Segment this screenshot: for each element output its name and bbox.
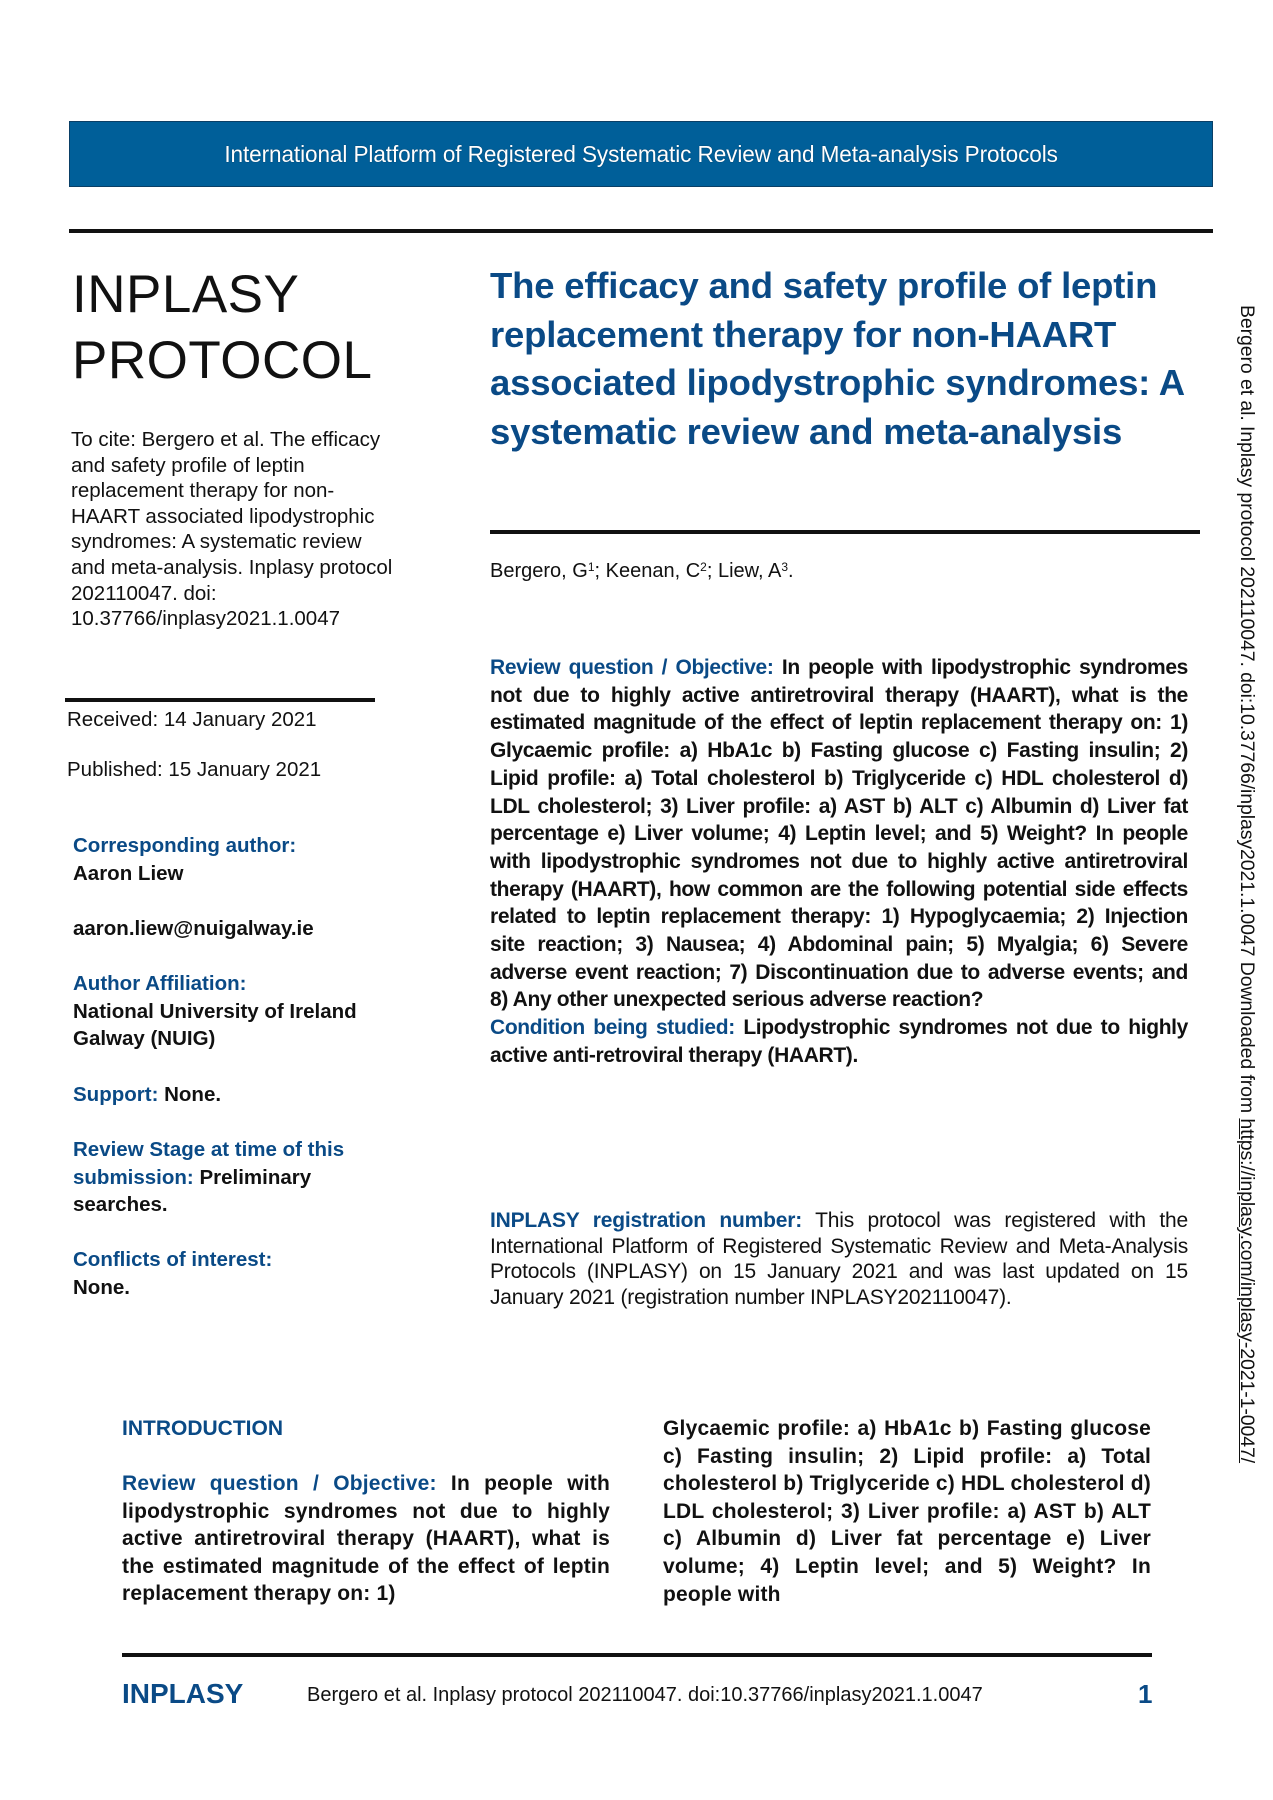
author-affiliation [73, 970, 413, 1053]
header-banner [69, 121, 1213, 187]
footer-brand: INPLASY [122, 1678, 244, 1709]
brand-line-1: INPLASY [72, 265, 300, 324]
intro-objective-label: Review question / Objective: [122, 1472, 437, 1495]
objective-section [490, 654, 1188, 1070]
support-label: Support: [73, 1083, 159, 1106]
author-2: Keenan, $C^2$; [605, 560, 718, 582]
support-value: None. [164, 1083, 222, 1106]
conflicts-value: None. [73, 1275, 130, 1299]
author-1: Bergero, $G^1$; [490, 560, 606, 582]
affiliation-label: Author Affiliation: [73, 972, 247, 995]
citation-text: To cite: Bergero et al. The efficacy and safety profile of leptin replacement therapy for non-HAART associated lipodystrophic syndromes: A systematic review and meta-analysis. Inplasy protocol 202110047. doi: 10.37766/inplasy2021.1.0047 [71, 428, 393, 631]
support-info [73, 1081, 413, 1109]
footer-divider [122, 1653, 1152, 1657]
brand-line-2: PROTOCOL [72, 331, 373, 390]
review-stage-value: Preliminary searches. [73, 1165, 312, 1216]
author-email[interactable] [73, 915, 413, 943]
side-download-note [1235, 305, 1258, 1463]
affiliation-value: National University of Ireland Galway (NUIG) [73, 999, 357, 1050]
corresponding-author-name: Aaron Liew [73, 861, 184, 885]
published-date: Published: 15 January 2021 [67, 758, 322, 781]
email-link[interactable]: aaron.liew@nuigalway.ie [73, 917, 314, 940]
conflicts-label: Conflicts of interest: [73, 1248, 273, 1271]
intro-left-text: In people with lipodystrophic syndromes not due to highly active antiretroviral therapy (HAART), what is the estimated magnitude of the effect of leptin replacement therapy on: 1) [122, 1472, 610, 1606]
introduction-left-column [122, 1470, 610, 1608]
corresponding-author-label: Corresponding author: [73, 834, 297, 857]
sidebar-divider [65, 698, 375, 702]
title-divider [490, 530, 1200, 534]
review-stage [73, 1136, 403, 1219]
objective-label: Review question / Objective: [490, 656, 774, 679]
registration-label: INPLASY registration number: [490, 1209, 802, 1232]
top-divider [69, 229, 1213, 233]
protocol-brand-title [72, 262, 372, 394]
corresponding-author [73, 832, 413, 887]
received-date: Received: 14 January 2021 [67, 708, 317, 731]
registration-section [490, 1208, 1188, 1310]
article-title: The efficacy and safety profile of leptin replacement therapy for non-HAART associated lipodystrophic syndromes: A systematic review and meta-analysis [490, 265, 1184, 452]
author-3: Liew, $A^3$. [717, 560, 794, 582]
banner-text: International Platform of Registered Systematic Review and Meta-analysis Protocols [224, 140, 1058, 167]
author-list [490, 560, 794, 583]
registration-text: This protocol was registered with the International Platform of Registered Systematic Review and Meta-Analysis Protocols (INPLASY) on 15 January 2021 and was last updated on 15 January 2021 (registration number INPLASY202110047). [490, 1209, 1188, 1309]
intro-right-text: Glycaemic profile: a) HbA1c b) Fasting glucose c) Fasting insulin; 2) Lipid profile: a) Total cholesterol b) Triglyceride c) HDL cholesterol d) LDL cholesterol; 3) Liver profile: a) AST b) ALT c) Albumin d) Liver fat percentage e) Liver volume; 4) Leptin level; and 5) Weight? In people with [663, 1417, 1151, 1606]
condition-text: Lipodystrophic syndromes not due to highly active anti-retroviral therapy (HAART). [490, 1016, 1188, 1067]
conflicts-of-interest [73, 1246, 413, 1301]
download-link[interactable]: https://inplasy.com/inplasy-2021-1-0047/ [1236, 1118, 1258, 1464]
objective-text: In people with lipodystrophic syndromes not due to highly active antiretroviral therapy (HAART), what is the estimated magnitude of the effect of leptin replacement therapy on: 1) Glycaemic profile: a) HbA1c b) Fasting glucose c) Fasting insulin; 2) Lipid profile: a) Total cholesterol b) Triglyceride c) HDL cholesterol d) LDL cholesterol; 3) Liver profile: a) AST b) ALT c) Albumin d) Liver fat percentage e) Liver volume; 4) Leptin level; and 5) Weight? In people with lipodystrophic syndromes not due to highly active antiretroviral therapy (HAART), how common are the following potential side effects related to leptin replacement therapy: 1) Hypoglycaemia; 2) Injection site reaction; 3) Nausea; 4) Abdominal pain; 5) Myalgia; 6) Severe adverse event reaction; 7) Discontinuation due to adverse events; and 8) Any other unexpected serious adverse reaction? [490, 656, 1188, 1012]
introduction-right-column [663, 1415, 1151, 1608]
condition-label: Condition being studied: [490, 1016, 735, 1040]
footer-citation: Bergero et al. Inplasy protocol 202110047. doi:10.37766/inplasy2021.1.0047 [307, 1684, 983, 1706]
review-stage-label: Review Stage at time of this submission: [73, 1138, 345, 1189]
introduction-heading: INTRODUCTION [122, 1417, 283, 1440]
page-number: 1 [1138, 1679, 1153, 1709]
side-note-text: Bergero et al. Inplasy protocol 202110047. doi:10.37766/inplasy2021.1.0047 Downloaded from [1236, 305, 1258, 1119]
